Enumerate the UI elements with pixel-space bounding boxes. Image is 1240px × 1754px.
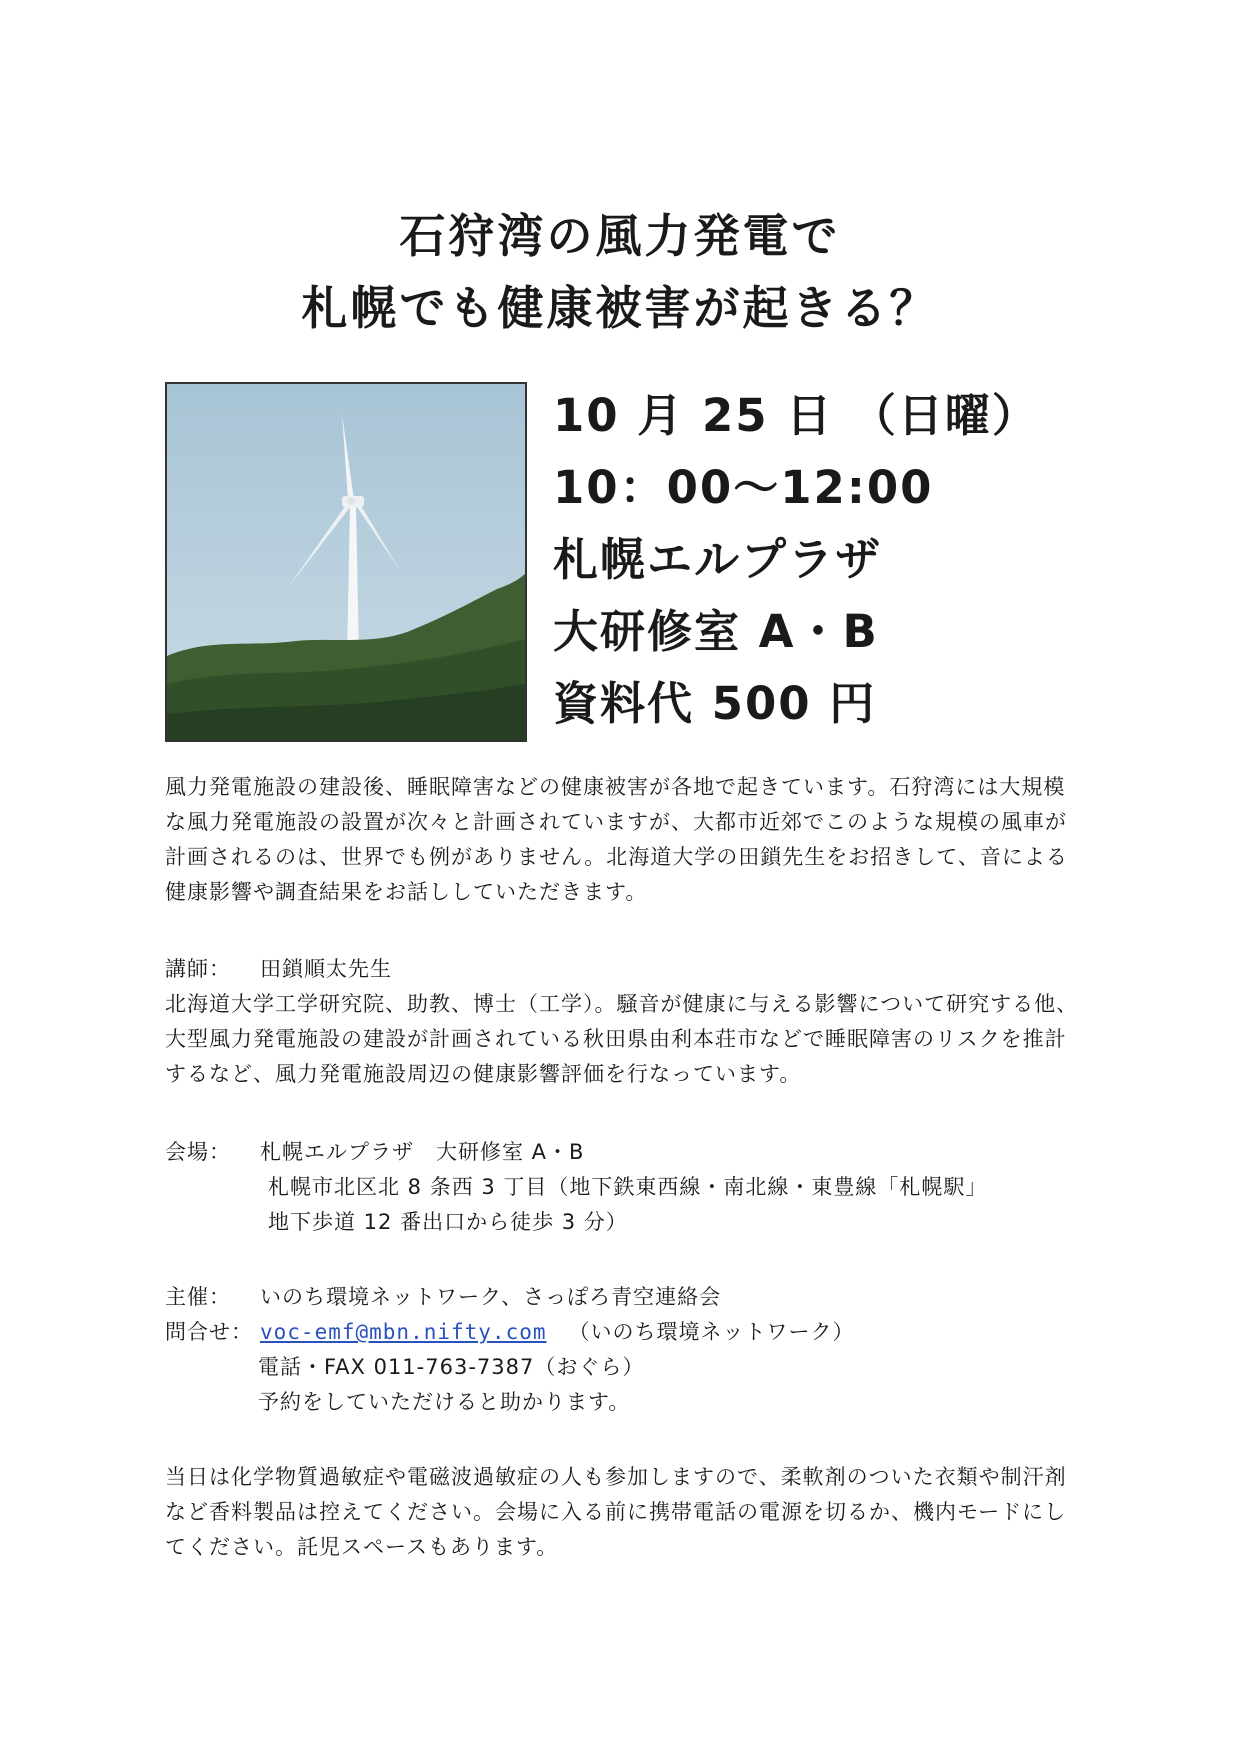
lecturer-bio: 北海道大学工学研究院、助教、博士（工学）。騒音が健康に与える影響について研究する他、大型風力発電施設の建設が計画されている秋田県由利本荘市などで睡眠障害のリスクを推計するなど、風力発電施設周辺の健康影響評価を行なっています。	[165, 992, 1079, 1086]
wind-turbine-icon	[167, 384, 525, 740]
venue-label: 会場：	[165, 1140, 231, 1164]
wind-turbine-photo	[165, 382, 527, 742]
lecturer-label: 講師：	[165, 957, 231, 981]
organizer-label: 主催：	[165, 1285, 231, 1309]
event-room: 大研修室 A・B	[553, 605, 879, 658]
event-date: 10 月 25 日 （日曜）	[553, 389, 1039, 442]
event-time: 10：00～12:00	[553, 461, 934, 514]
contact-label: 問合せ：	[165, 1320, 253, 1344]
event-fee: 資料代 500 円	[553, 677, 877, 730]
venue-row	[165, 1135, 584, 1170]
venue-address-1: 札幌市北区北 8 条西 3 丁目（地下鉄東西線・南北線・東豊線「札幌駅」	[268, 1175, 988, 1199]
organizer-value: いのち環境ネットワーク、さっぽろ青空連絡会	[260, 1285, 722, 1309]
event-summary	[553, 380, 1193, 740]
contact-email-note: （いのち環境ネットワーク）	[568, 1320, 855, 1344]
intro-paragraph: 風力発電施設の建設後、睡眠障害などの健康被害が各地で起きています。石狩湾には大規模な風力発電施設の設置が次々と計画されていますが、大都市近郊でこのような規模の風車が計画されるのは、世界でも例がありません。北海道大学の田鎖先生をお招きして、音による健康影響や調査結果をお話ししていただきます。	[165, 775, 1068, 904]
title-line-2: 札幌でも健康被害が起きる？	[301, 281, 939, 335]
lecturer-row	[165, 952, 392, 987]
title-line-1: 石狩湾の風力発電で	[399, 209, 841, 263]
contact-note: 予約をしていただけると助かります。	[258, 1390, 631, 1414]
lecturer-name: 田鎖順太先生	[260, 957, 392, 981]
venue-name: 札幌エルプラザ 大研修室 A・B	[260, 1140, 585, 1164]
contact-row	[165, 1315, 855, 1350]
notice-paragraph: 当日は化学物質過敏症や電磁波過敏症の人も参加しますので、柔軟剤のついた衣類や制汗剤など香料製品は控えてください。会場に入る前に携帯電話の電源を切るか、機内モードにしてください。託児スペースもあります。	[165, 1465, 1067, 1559]
event-venue: 札幌エルプラザ	[553, 533, 883, 586]
contact-email-link[interactable]: voc-emf@mbn.nifty.com	[260, 1320, 547, 1344]
venue-address-2: 地下歩道 12 番出口から徒歩 3 分）	[268, 1210, 628, 1234]
contact-phone: 電話・FAX 011-763-7387（おぐら）	[258, 1355, 645, 1379]
organizer-row	[165, 1280, 721, 1315]
